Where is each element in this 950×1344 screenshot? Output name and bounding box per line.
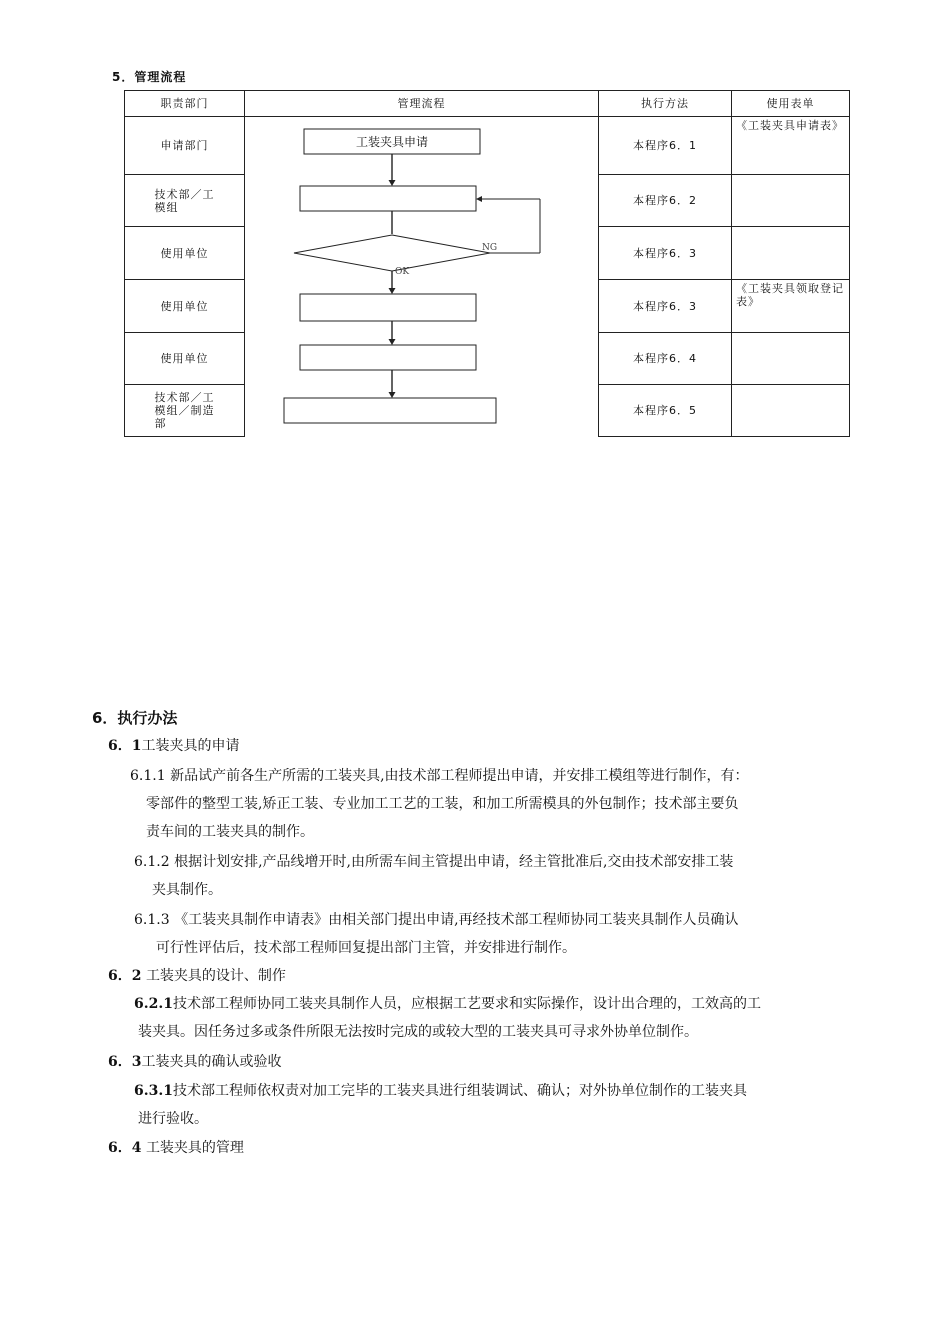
form-cell: 《工装夹具申请表》 — [732, 117, 850, 175]
table-header-row — [125, 91, 850, 117]
form-cell — [732, 175, 850, 227]
flow-box-apply-label: 工装夹具申请 — [355, 135, 429, 149]
para-6-1-1-line1: 6.1.1 新品试产前各生产所需的工装夹具,由技术部工程师提出申请，并安排工模组等进行制作，有： — [130, 768, 749, 784]
dept-cell: 技术部／工模组 — [125, 175, 245, 227]
para-6-3-1-line2: 进行验收。 — [138, 1111, 208, 1127]
arrowhead-icon — [389, 392, 396, 398]
method-cell: 本程序6．4 — [599, 333, 732, 385]
method-cell: 本程序6．2 — [599, 175, 732, 227]
para-6-1-1-line3: 责车间的工装夹具的制作。 — [146, 824, 314, 840]
arrowhead-icon — [389, 288, 396, 294]
para-6-1-2-line1: 6.1.2 根据计划安排,产品线增开时,由所需车间主管提出申请，经主管批准后,交由技术部安排工装 — [134, 854, 734, 870]
para-6-1-2-line2: 夹具制作。 — [152, 882, 222, 898]
form-cell — [732, 227, 850, 280]
dept-cell: 技术部／工模组／制造部 — [125, 385, 245, 437]
heading-6-4: 6．4 工装夹具的管理 — [108, 1140, 244, 1156]
method-cell: 本程序6．5 — [599, 385, 732, 437]
para-6-1-1-line2: 零部件的整型工装,矫正工装、专业加工工艺的工装，和加工所需模具的外包制作；技术部主要负 — [146, 796, 739, 812]
flow-box-maintain — [284, 398, 496, 423]
dept-cell: 使用单位 — [125, 333, 245, 385]
para-6-1-3-line1: 6.1.3 《工装夹具制作申请表》由相关部门提出申请,再经技术部工程师协同工装夹具制作人员确认 — [134, 912, 739, 928]
para-6-3-1-line1: 6.3.1技术部工程师依权责对加工完毕的工装夹具进行组装调试、确认；对外协单位制作的工装夹具 — [134, 1083, 747, 1099]
flow-box-receive — [300, 294, 476, 321]
form-cell: 《工装夹具领取登记表》 — [732, 280, 850, 333]
flow-box-design — [300, 186, 476, 211]
flow-decision-diamond — [294, 235, 490, 271]
section-6-title: 6．执行办法 — [92, 709, 178, 727]
arrowhead-icon — [389, 339, 396, 345]
dept-cell: 申请部门 — [125, 117, 245, 175]
method-cell: 本程序6．3 — [599, 227, 732, 280]
header-dept: 职责部门 — [125, 91, 245, 117]
dept-cell: 使用单位 — [125, 280, 245, 333]
flowchart-diagram — [244, 116, 598, 436]
header-method: 执行方法 — [599, 91, 732, 117]
para-6-2-1-line2: 装夹具。因任务过多或条件所限无法按时完成的或较大型的工装夹具可寻求外协单位制作。 — [138, 1024, 698, 1040]
form-cell — [732, 385, 850, 437]
method-cell: 本程序6．1 — [599, 117, 732, 175]
form-cell — [732, 333, 850, 385]
para-6-1-3-line2: 可行性评估后，技术部工程师回复提出部门主管，并安排进行制作。 — [156, 940, 576, 956]
dept-cell: 使用单位 — [125, 227, 245, 280]
flow-ng-label: NG — [482, 243, 498, 253]
arrowhead-icon — [389, 180, 396, 186]
flow-ok-label: OK — [395, 267, 410, 277]
para-6-2-1-line1: 6.2.1技术部工程师协同工装夹具制作人员，应根据工艺要求和实际操作，设计出合理的，工效高的工 — [134, 996, 761, 1012]
header-form: 使用表单 — [732, 91, 850, 117]
header-flow: 管理流程 — [245, 91, 599, 117]
flow-box-manage — [300, 345, 476, 370]
heading-6-1: 6．1工装夹具的申请 — [108, 738, 240, 754]
heading-6-2: 6．2 工装夹具的设计、制作 — [108, 968, 286, 984]
method-cell: 本程序6．3 — [599, 280, 732, 333]
section-5-title: 5．管理流程 — [112, 70, 187, 84]
heading-6-3: 6．3工装夹具的确认或验收 — [108, 1054, 282, 1070]
arrowhead-icon — [476, 196, 482, 202]
